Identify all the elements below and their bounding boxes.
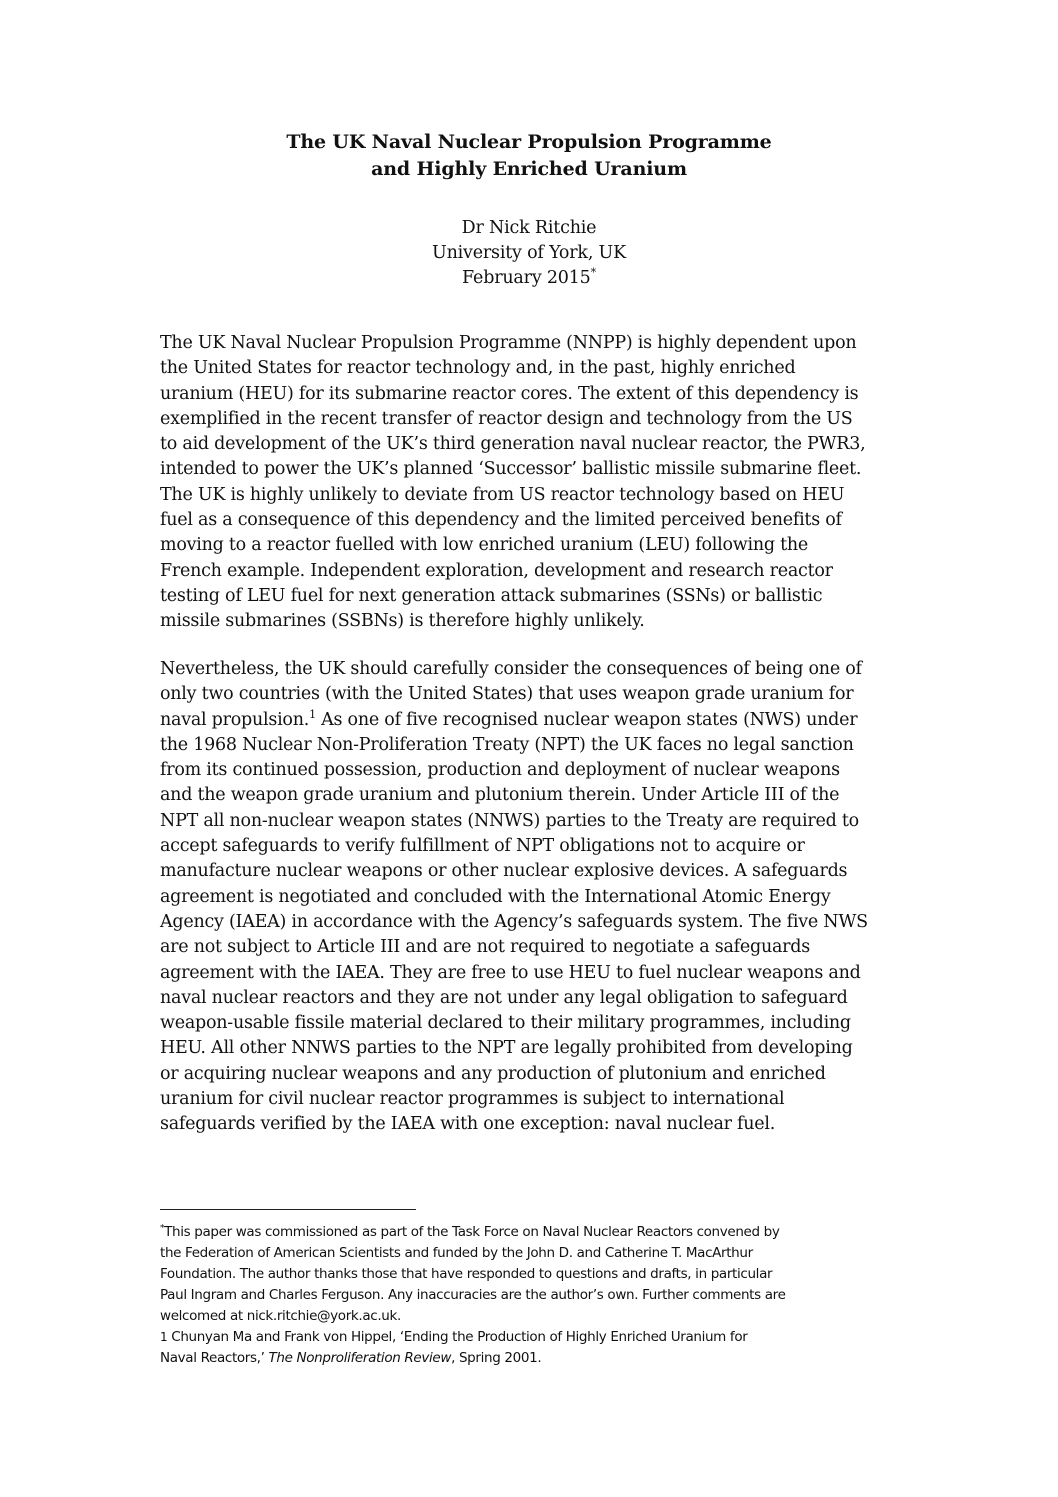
text-line: accept safeguards to verify fulfillment of NPT obligations not to acquire or [160,836,805,857]
text-line: from its continued possession, production and deployment of nuclear weapons [160,760,840,781]
publication-date: February 2015 [462,268,591,288]
text-line: Agency (IAEA) in accordance with the Agency’s safeguards system. The five NWS [160,911,868,932]
footnote-text: Paul Ingram and Charles Ferguson. Any inaccuracies are the author’s own. Further comments are [160,1287,786,1303]
text-line-with-footnote [160,708,902,733]
footnote-1-citation [160,1348,920,1369]
footnote-text: This paper was commissioned as part of the Task Force on Naval Nuclear Reactors convened by [164,1224,780,1240]
date-footnote-marker: * [590,266,596,280]
text-line: the 1968 Nuclear Non-Proliferation Treaty (NPT) the UK faces no legal sanction [160,734,854,755]
text-line: uranium for civil nuclear reactor programmes is subject to international [160,1089,785,1110]
paragraph-2 [160,657,902,1138]
text-line: The UK Naval Nuclear Propulsion Programme (NNPP) is highly dependent upon [160,333,857,353]
text-line: are not subject to Article III and are not required to negotiate a safeguards [160,937,810,958]
text-line: The UK is highly unlikely to deviate from US reactor technology based on HEU [160,484,845,505]
footnote-text: welcomed at nick.ritchie@york.ac.uk. [160,1308,401,1324]
text-line: only two countries (with the United States) that uses weapon grade uranium for [160,684,854,705]
footnote-text: Chunyan Ma and Frank von Hippel, ‘Ending the Production of Highly Enriched Uranium for [167,1329,748,1345]
text-line: intended to power the UK’s planned ‘Successor’ ballistic missile submarine fleet. [160,459,862,480]
text-line: Nevertheless, the UK should carefully consider the consequences of being one of [160,659,862,679]
text-line: agreement is negotiated and concluded with the International Atomic Energy [160,886,831,907]
text-fragment: As one of five recognised nuclear weapon states (NWS) under [315,709,858,730]
text-line: missile submarines (SSBNs) is therefore highly unlikely. [160,611,645,632]
text-line: the United States for reactor technology and, in the past, highly enriched [160,358,796,379]
text-line: HEU. All other NNWS parties to the NPT are legally prohibited from developing [160,1038,853,1059]
title-line-2: and Highly Enriched Uranium [371,158,687,180]
footnote-text: Foundation. The author thanks those that have responded to questions and drafts, in particular [160,1266,773,1282]
text-line: manufacture nuclear weapons or other nuclear explosive devices. A safeguards [160,861,848,882]
text-line: weapon-usable fissile material declared to their military programmes, including [160,1013,851,1034]
footnotes [160,1222,920,1369]
text-line: or acquiring nuclear weapons and any production of plutonium and enriched [160,1063,826,1084]
footnote-1-marker: 1 [160,1330,168,1344]
journal-title: The Nonproliferation Review [268,1350,452,1366]
text-line: moving to a reactor fuelled with low enriched uranium (LEU) following the [160,535,809,556]
paper-title [0,129,1058,183]
text-line: naval nuclear reactors and they are not under any legal obligation to safeguard [160,987,848,1008]
footnote-1-line [160,1327,920,1348]
text-line: NPT all non-nuclear weapon states (NNWS) parties to the Treaty are required to [160,810,859,831]
footnote-separator [160,1209,416,1210]
paragraph-1 [160,331,902,635]
author-name: Dr Nick Ritchie [461,218,597,238]
footnote-star-line [160,1222,920,1243]
author-block [0,216,1058,291]
footnote-text: , Spring 2001. [451,1350,542,1366]
text-line: testing of LEU fuel for next generation attack submarines (SSNs) or ballistic [160,585,823,606]
text-line: uranium (HEU) for its submarine reactor cores. The extent of this dependency is [160,383,859,404]
text-line: fuel as a consequence of this dependency and the limited perceived benefits of [160,510,842,531]
footnote-star-marker: * [160,1223,165,1234]
footnote-text: Naval Reactors,’ [160,1350,269,1366]
title-line-1: The UK Naval Nuclear Propulsion Programme [286,131,772,153]
publication-date-line [0,266,1058,291]
footnote-ref-1[interactable]: 1 [309,707,316,721]
text-line: to aid development of the UK’s third generation naval nuclear reactor, the PWR3, [160,434,866,455]
footnote-text: the Federation of American Scientists and funded by the John D. and Catherine T. MacArthur [160,1245,753,1261]
text-line: and the weapon grade uranium and plutonium therein. Under Article III of the [160,785,840,806]
text-line: exemplified in the recent transfer of reactor design and technology from the US [160,408,853,429]
text-line: French example. Independent exploration, development and research reactor [160,560,833,581]
text-line: agreement with the IAEA. They are free to use HEU to fuel nuclear weapons and [160,962,861,983]
text-fragment: naval propulsion. [160,709,310,730]
text-line: safeguards verified by the IAEA with one exception: naval nuclear fuel. [160,1114,776,1135]
author-affiliation: University of York, UK [432,243,626,263]
